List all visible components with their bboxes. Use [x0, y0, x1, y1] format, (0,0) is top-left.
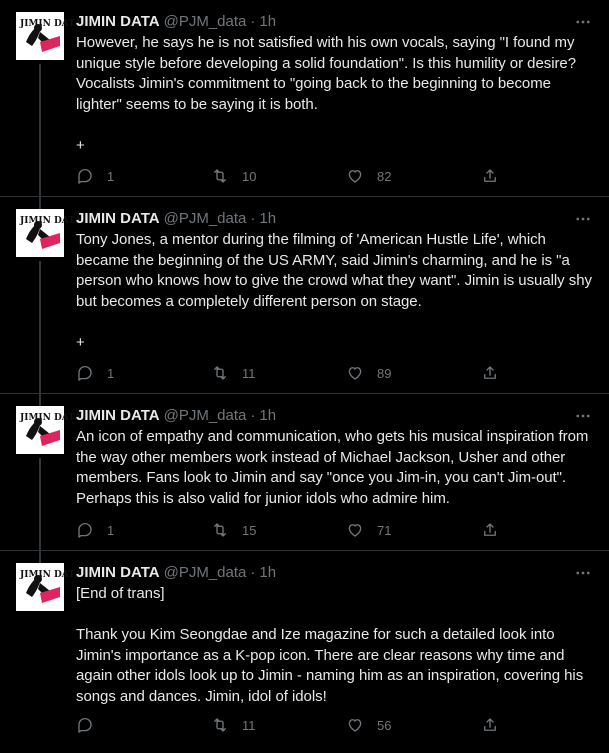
more-options-button[interactable] [573, 12, 593, 32]
avatar-column [16, 197, 82, 393]
share-button[interactable] [481, 521, 501, 539]
tweet-text: However, he says he is not satisfied with his own vocals, saying "I found my unique style before developing a solid foundation". Is this humility or desire? Vocalists Jimin's commitment to "going back to the beginning to become lighter" seems to be saying it is both. + [76, 34, 577, 154]
avatar-logo-icon [16, 563, 82, 611]
avatar[interactable] [16, 209, 82, 257]
like-button[interactable] [346, 364, 406, 382]
tweet-content [76, 551, 593, 753]
heart-icon [346, 364, 364, 382]
tweet-text: Tony Jones, a mentor during the filming of 'American Hustle Life', which became the beginning of the US ARMY, said Jimin's charming, and he is "a person who knows how to give the crowd what they want". Jimin is usually shy but becomes a completely different person on stage. + [76, 231, 592, 351]
separator-dot: · [250, 407, 256, 424]
thread-line [39, 551, 41, 563]
avatar-logo-text: JIMIN DATA [20, 570, 82, 580]
avatar-logo-text: JIMIN DATA [20, 413, 82, 423]
tweet-text: [End of trans] Thank you Kim Seongdae and Ize magazine for such a detailed look into Jimin's importance as a K-pop icon. There are clear reasons why time and again other idols look up to Jimin - naming him as an inspiration, covering his songs and dances. Jimin, idol of idols! [76, 585, 584, 705]
tweet-content [76, 394, 593, 550]
reply-button[interactable] [76, 167, 136, 185]
reply-count: 1 [107, 365, 115, 381]
tweet[interactable] [0, 197, 609, 394]
share-icon [481, 521, 499, 539]
reply-icon [76, 364, 94, 382]
avatar-column [16, 551, 82, 753]
avatar-logo-icon [16, 209, 82, 257]
reply-icon [76, 167, 94, 185]
timestamp[interactable]: 1h [259, 13, 277, 30]
more-options-button[interactable] [573, 209, 593, 229]
thread-line [39, 64, 41, 196]
thread-line [39, 261, 41, 393]
avatar[interactable] [16, 406, 82, 454]
tweet-content [76, 197, 593, 393]
avatar[interactable] [16, 12, 82, 60]
like-button[interactable] [346, 167, 406, 185]
display-name[interactable]: JIMIN DATA [76, 13, 160, 30]
share-icon [481, 167, 499, 185]
tweet-text: An icon of empathy and communication, who gets his musical inspiration from the way other members work instead of Michael Jackson, Usher and other members. Fans look to Jimin and say "once you Jim-in, you can't Jim-out". Perhaps this is also valid for junior idols who admire him. [76, 428, 593, 507]
timestamp[interactable]: 1h [259, 407, 277, 424]
tweet-header [76, 563, 593, 583]
display-name[interactable]: JIMIN DATA [76, 564, 160, 581]
heart-icon [346, 716, 364, 734]
like-count: 82 [377, 168, 392, 184]
tweet-header [76, 406, 593, 426]
reply-icon [76, 716, 94, 734]
avatar[interactable] [16, 563, 82, 611]
timestamp[interactable]: 1h [259, 564, 277, 581]
tweet-actions [76, 363, 501, 383]
tweet[interactable] [0, 551, 609, 753]
reply-count: 1 [107, 168, 115, 184]
like-button[interactable] [346, 521, 406, 539]
heart-icon [346, 521, 364, 539]
share-button[interactable] [481, 167, 501, 185]
share-button[interactable] [481, 716, 501, 734]
retweet-button[interactable] [211, 521, 271, 539]
separator-dot: · [250, 564, 256, 581]
reply-count: 1 [107, 522, 115, 538]
user-handle[interactable]: @PJM_data [163, 564, 247, 581]
thread-line [39, 394, 41, 406]
retweet-button[interactable] [211, 167, 271, 185]
tweet-header [76, 209, 593, 229]
like-count: 89 [377, 365, 392, 381]
tweet-header [76, 12, 593, 32]
like-count: 71 [377, 522, 392, 538]
more-horizontal-icon [574, 564, 592, 582]
retweet-icon [211, 521, 229, 539]
more-horizontal-icon [574, 13, 592, 31]
share-button[interactable] [481, 364, 501, 382]
user-handle[interactable]: @PJM_data [163, 407, 247, 424]
reply-button[interactable] [76, 716, 136, 734]
more-horizontal-icon [574, 407, 592, 425]
retweet-icon [211, 167, 229, 185]
tweet[interactable] [0, 0, 609, 197]
retweet-button[interactable] [211, 364, 271, 382]
retweet-count: 15 [242, 522, 257, 538]
avatar-logo-text: JIMIN DATA [20, 19, 82, 29]
timestamp[interactable]: 1h [259, 210, 277, 227]
display-name[interactable]: JIMIN DATA [76, 210, 160, 227]
avatar-logo-text: JIMIN DATA [20, 216, 82, 226]
avatar-column [16, 394, 82, 550]
tweet-actions [76, 166, 501, 186]
thread-line [39, 458, 41, 550]
separator-dot: · [250, 13, 256, 30]
retweet-icon [211, 716, 229, 734]
retweet-count: 11 [242, 717, 256, 733]
more-options-button[interactable] [573, 563, 593, 583]
retweet-count: 11 [242, 365, 256, 381]
separator-dot: · [250, 210, 256, 227]
retweet-icon [211, 364, 229, 382]
heart-icon [346, 167, 364, 185]
tweet[interactable] [0, 394, 609, 551]
avatar-logo-icon [16, 12, 82, 60]
tweet-content [76, 0, 593, 196]
like-button[interactable] [346, 716, 406, 734]
user-handle[interactable]: @PJM_data [163, 13, 247, 30]
reply-button[interactable] [76, 364, 136, 382]
share-icon [481, 364, 499, 382]
thread-line [39, 197, 41, 209]
tweet-actions [76, 715, 501, 735]
reply-button[interactable] [76, 521, 136, 539]
more-horizontal-icon [574, 210, 592, 228]
reply-icon [76, 521, 94, 539]
user-handle[interactable]: @PJM_data [163, 210, 247, 227]
tweet-actions [76, 520, 501, 540]
share-icon [481, 716, 499, 734]
like-count: 56 [377, 717, 392, 733]
display-name[interactable]: JIMIN DATA [76, 407, 160, 424]
retweet-button[interactable] [211, 716, 271, 734]
avatar-logo-icon [16, 406, 82, 454]
more-options-button[interactable] [573, 406, 593, 426]
avatar-column [16, 0, 82, 196]
retweet-count: 10 [242, 168, 257, 184]
